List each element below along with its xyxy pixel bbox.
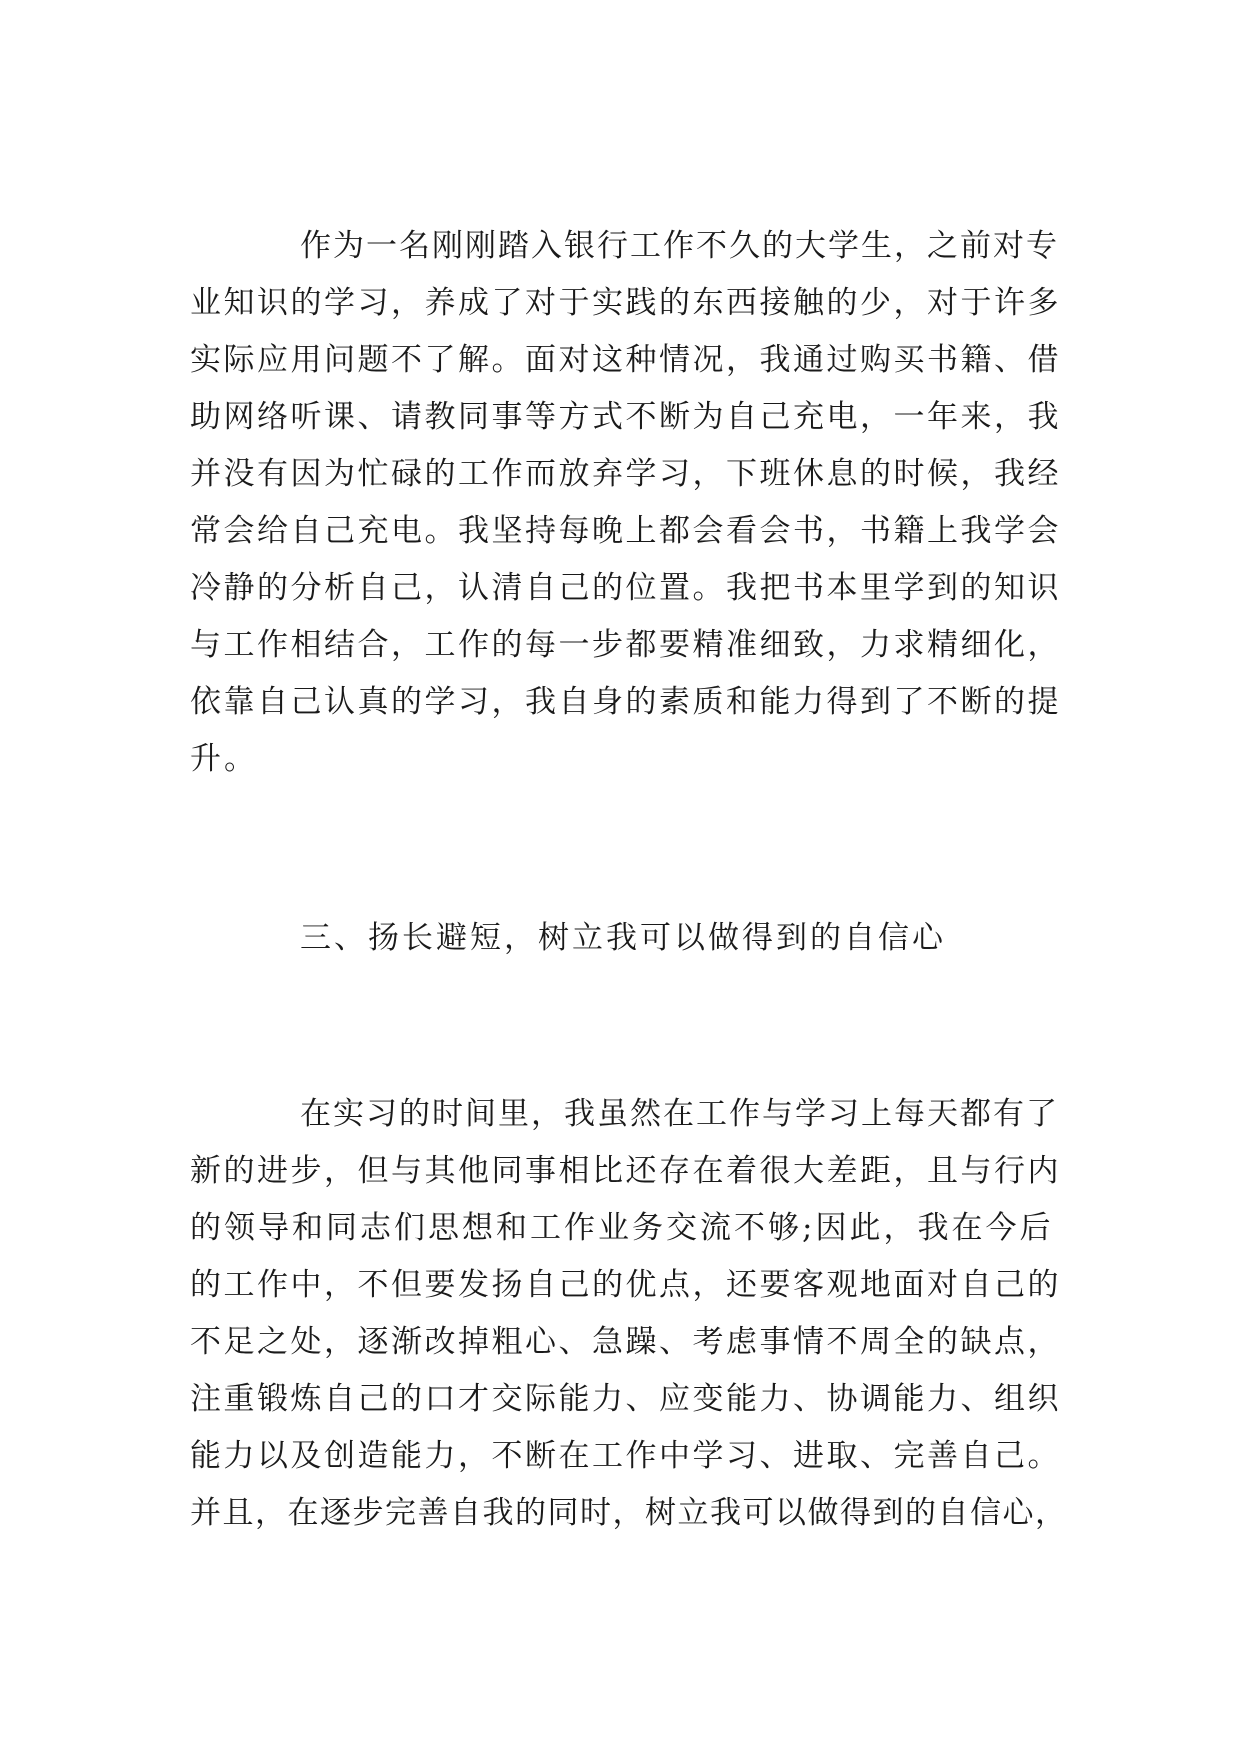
paragraph-2-line-3: 的领导和同志们思想和工作业务交流不够;因此，我在今后 (190, 1210, 1054, 1246)
paragraph-2-line-5: 不足之处，逐渐改掉粗心、急躁、考虑事情不周全的缺点， (190, 1324, 1061, 1360)
paragraph-1-line-8: 与工作相结合，工作的每一步都要精准细致，力求精细化， (190, 627, 1061, 663)
paragraph-1-line-6: 常会给自己充电。我坚持每晚上都会看会书，书籍上我学会 (190, 513, 1061, 549)
paragraph-2-line-2: 新的进步，但与其他同事相比还存在着很大差距，且与行内 (190, 1153, 1061, 1189)
paragraph-1-line-1: 作为一名刚刚踏入银行工作不久的大学生，之前对专 (300, 228, 1059, 264)
paragraph-2-line-4: 的工作中，不但要发扬自己的优点，还要客观地面对自己的 (190, 1267, 1061, 1303)
paragraph-1-line-4: 助网络听课、请教同事等方式不断为自己充电，一年来，我 (190, 399, 1061, 435)
paragraph-1-line-5: 并没有因为忙碌的工作而放弃学习，下班休息的时候，我经 (190, 456, 1061, 492)
paragraph-2-line-1: 在实习的时间里，我虽然在工作与学习上每天都有了 (300, 1096, 1059, 1132)
paragraph-2-line-8: 并且，在逐步完善自我的同时，树立我可以做得到的自信心， (190, 1495, 1068, 1531)
paragraph-1-line-3: 实际应用问题不了解。面对这种情况，我通过购买书籍、借 (190, 342, 1061, 378)
paragraph-1-line-9: 依靠自己认真的学习，我自身的素质和能力得到了不断的提 (190, 684, 1061, 720)
paragraph-1-line-10: 升。 (190, 741, 258, 777)
paragraph-1-line-2: 业知识的学习，养成了对于实践的东西接触的少，对于许多 (190, 285, 1061, 321)
paragraph-2-line-7: 能力以及创造能力，不断在工作中学习、进取、完善自己。 (190, 1438, 1061, 1474)
section-heading: 三、扬长避短，树立我可以做得到的自信心 (300, 920, 946, 956)
paragraph-1-line-7: 冷静的分析自己，认清自己的位置。我把书本里学到的知识 (190, 570, 1061, 606)
paragraph-2-line-6: 注重锻炼自己的口才交际能力、应变能力、协调能力、组织 (190, 1381, 1061, 1417)
